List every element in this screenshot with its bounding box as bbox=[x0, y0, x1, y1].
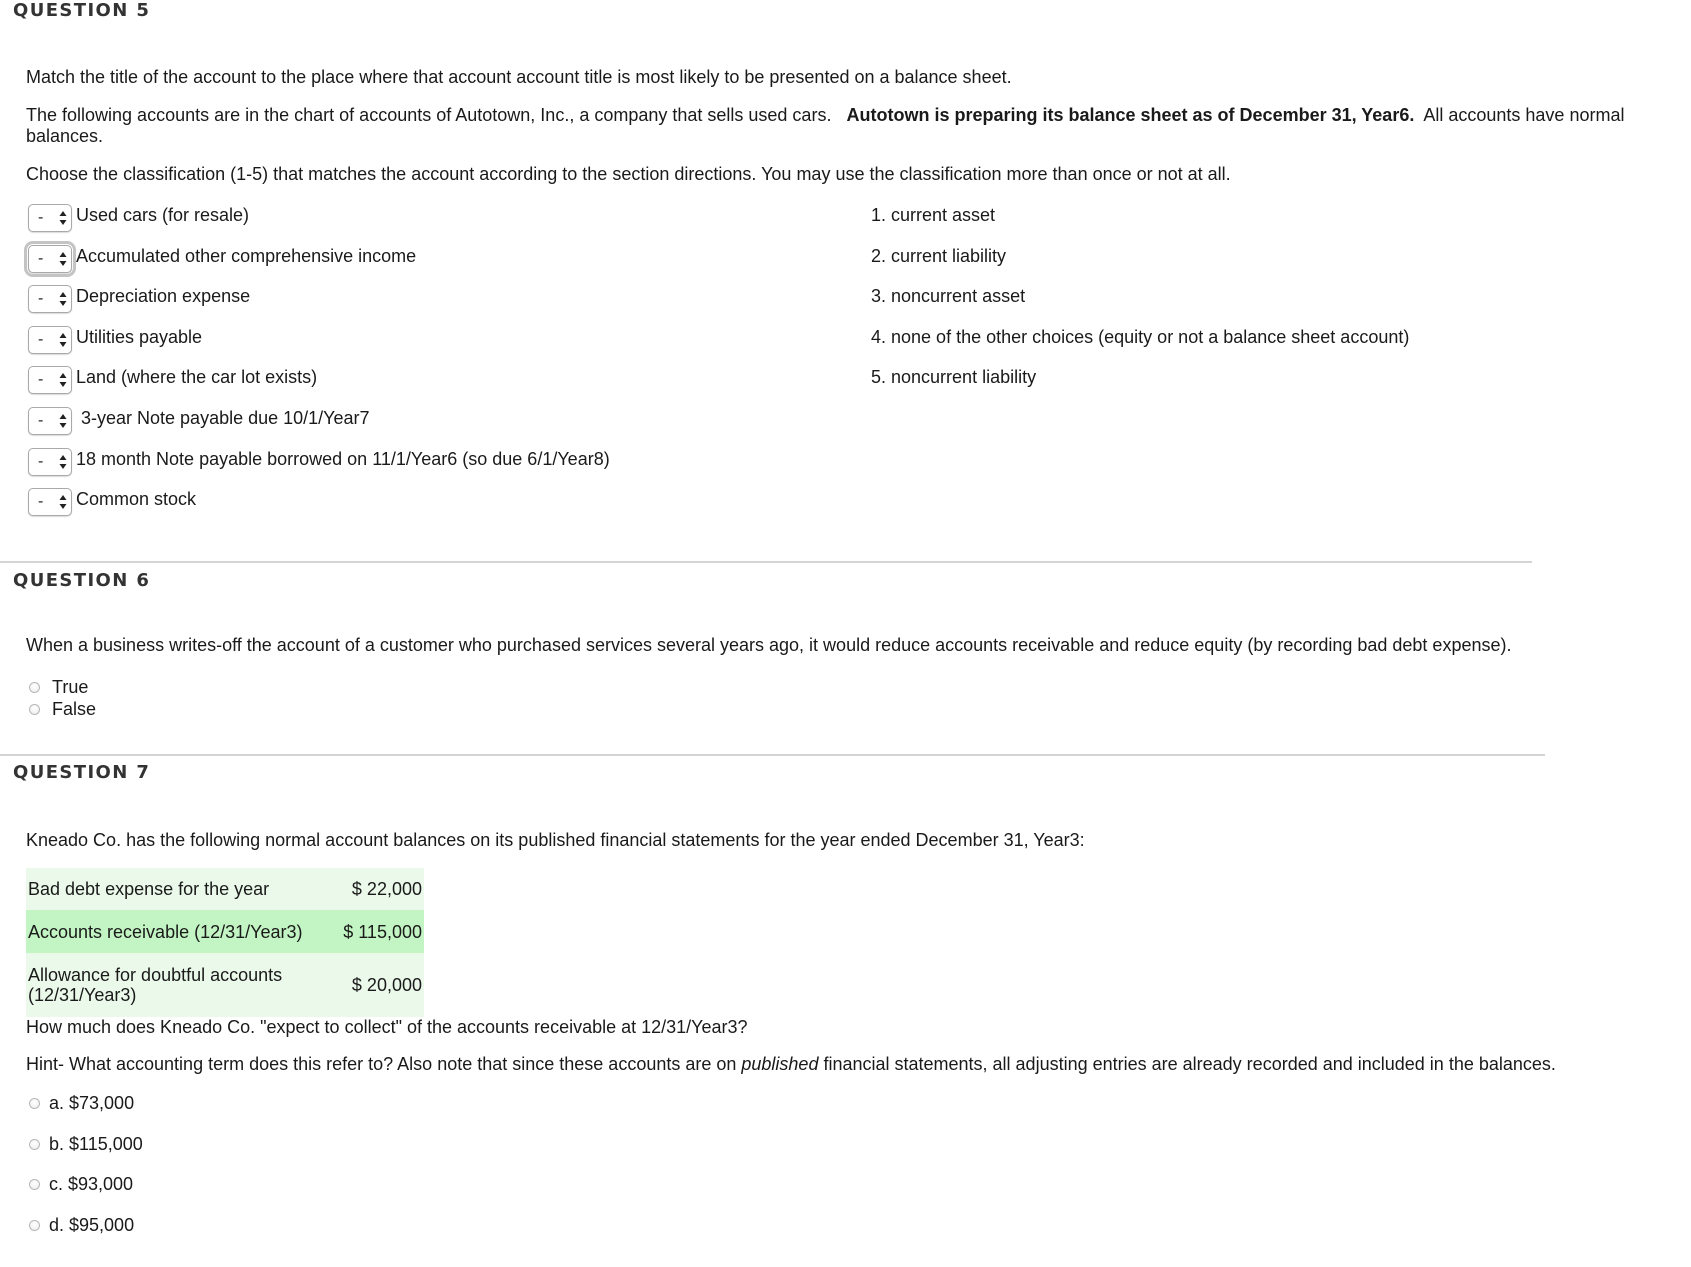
match-item-label: Depreciation expense bbox=[76, 286, 251, 306]
updown-arrows-icon bbox=[59, 372, 67, 388]
match-item-label: Land (where the car lot exists) bbox=[76, 367, 318, 387]
account-amount: $ 20,000 bbox=[341, 953, 424, 1017]
classification-choice: 1. current asset bbox=[871, 205, 996, 225]
q5-para-bold: Autotown is preparing its balance sheet as of December 31, Year6. bbox=[846, 105, 1415, 125]
account-name: Accounts receivable (12/31/Year3) bbox=[26, 910, 341, 953]
match-select-1[interactable]: - bbox=[28, 204, 72, 232]
q7-hint-start: Hint- What accounting term does this refer to? Also note that since these accounts are on bbox=[26, 1054, 742, 1074]
table-row bbox=[26, 910, 424, 953]
radio-label-a[interactable]: a. $73,000 bbox=[49, 1093, 135, 1113]
radio-label-false[interactable]: False bbox=[52, 699, 97, 719]
radio-option-d[interactable] bbox=[29, 1220, 40, 1231]
q6-statement: When a business writes-off the account of a customer who purchased services several years ago, it would reduce accounts receivable and reduce equity (by recording bad debt expense). bbox=[26, 635, 1512, 655]
classification-choice: 4. none of the other choices (equity or not a balance sheet account) bbox=[871, 327, 1410, 347]
q5-intro: Match the title of the account to the place where that account account title is most likely to be presented on a balance sheet. bbox=[26, 67, 1012, 87]
account-amount: $ 115,000 bbox=[341, 910, 424, 953]
q5-directions: Choose the classification (1-5) that matches the account according to the section directions. You may use the classification more than once or not at all. bbox=[26, 164, 1231, 184]
question-6-heading: QUESTION 6 bbox=[13, 570, 151, 591]
updown-arrows-icon bbox=[59, 210, 67, 226]
section-divider bbox=[0, 561, 1532, 563]
question-5-heading: QUESTION 5 bbox=[13, 0, 151, 21]
account-amount: $ 22,000 bbox=[341, 868, 424, 910]
q7-question: How much does Kneado Co. "expect to collect" of the accounts receivable at 12/31/Year3? bbox=[26, 1017, 748, 1037]
section-divider bbox=[0, 754, 1545, 756]
account-balances-table bbox=[26, 868, 424, 1017]
match-select-7[interactable]: - bbox=[28, 448, 72, 476]
match-item-label: 18 month Note payable borrowed on 11/1/Year6 (so due 6/1/Year8) bbox=[76, 449, 610, 469]
q7-hint-italic: published bbox=[741, 1054, 819, 1074]
match-item-label: Utilities payable bbox=[76, 327, 203, 347]
updown-arrows-icon bbox=[59, 251, 67, 267]
radio-false[interactable] bbox=[29, 704, 40, 715]
account-name: Allowance for doubtful accounts (12/31/Year3) bbox=[26, 953, 341, 1017]
match-item-label: Used cars (for resale) bbox=[76, 205, 250, 225]
classification-choice: 3. noncurrent asset bbox=[871, 286, 1026, 306]
radio-option-c[interactable] bbox=[29, 1179, 40, 1190]
match-select-2[interactable]: - bbox=[28, 245, 72, 273]
updown-arrows-icon bbox=[59, 413, 67, 429]
match-item-label: Accumulated other comprehensive income bbox=[76, 246, 417, 266]
radio-option-b[interactable] bbox=[29, 1139, 40, 1150]
match-select-4[interactable]: - bbox=[28, 326, 72, 354]
radio-label-true[interactable]: True bbox=[52, 677, 89, 697]
table-row bbox=[26, 868, 424, 910]
q7-intro: Kneado Co. has the following normal account balances on its published financial statements for the year ended December 31, Year3: bbox=[26, 830, 1085, 850]
radio-label-d[interactable]: d. $95,000 bbox=[49, 1215, 135, 1235]
updown-arrows-icon bbox=[59, 494, 67, 510]
account-name: Bad debt expense for the year bbox=[26, 868, 341, 910]
match-select-5[interactable]: - bbox=[28, 366, 72, 394]
updown-arrows-icon bbox=[59, 454, 67, 470]
q5-para-end: All accounts have normal balances. bbox=[26, 105, 1625, 146]
match-select-8[interactable]: - bbox=[28, 488, 72, 516]
updown-arrows-icon bbox=[59, 332, 67, 348]
match-select-6[interactable]: - bbox=[28, 407, 72, 435]
match-item-label: Common stock bbox=[76, 489, 197, 509]
classification-choice: 2. current liability bbox=[871, 246, 1007, 266]
question-7-heading: QUESTION 7 bbox=[13, 762, 151, 783]
radio-label-b[interactable]: b. $115,000 bbox=[49, 1134, 143, 1154]
q5-paragraph bbox=[26, 105, 1666, 147]
radio-true[interactable] bbox=[29, 682, 40, 693]
q7-hint bbox=[26, 1054, 1556, 1075]
table-row bbox=[26, 953, 424, 1017]
match-item-label: 3-year Note payable due 10/1/Year7 bbox=[76, 408, 370, 428]
classification-choice: 5. noncurrent liability bbox=[871, 367, 1037, 387]
match-select-3[interactable]: - bbox=[28, 285, 72, 313]
q7-hint-end: financial statements, all adjusting entries are already recorded and included in the balances. bbox=[818, 1054, 1556, 1074]
radio-option-a[interactable] bbox=[29, 1098, 40, 1109]
radio-label-c[interactable]: c. $93,000 bbox=[49, 1174, 134, 1194]
updown-arrows-icon bbox=[59, 291, 67, 307]
q5-para-start: The following accounts are in the chart of accounts of Autotown, Inc., a company that sells used cars. bbox=[26, 105, 832, 125]
